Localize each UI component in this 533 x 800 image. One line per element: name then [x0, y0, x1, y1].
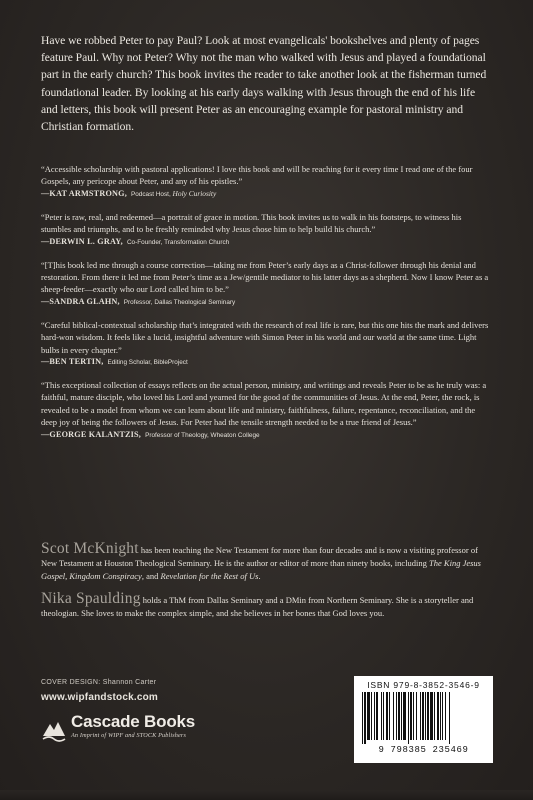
author-name: Scot McKnight — [41, 540, 139, 557]
intro-paragraph: Have we robbed Peter to pay Paul? Look at most evangelicals' bookshelves and plenty of pages feature Paul. Why not Peter? Why not the man who walked with Jesus and played a foundational part in the early church? This book invites the reader to take another look at the fisherman turned foundational leader. By looking at his early days walking with Jesus through the end of his life and letters, this book will present Peter as an encouraging example for pastoral ministry and Christian formation. — [41, 34, 487, 134]
endorsement-attribution — [41, 188, 493, 201]
endorser-role: Podcast Host, Holy Curiosity — [130, 188, 217, 198]
endorsement — [41, 163, 493, 201]
endorser-name: —DERWIN L. GRAY, — [41, 236, 123, 246]
endorsement-attribution — [41, 429, 493, 442]
author-name: Nika Spaulding — [41, 589, 141, 607]
endorser-name: —BEN TERTIN, — [41, 357, 104, 367]
isbn-label: ISBN 979-8-3852-3546-9 — [367, 680, 480, 690]
cover-design-credit: COVER DESIGN: Shannon Carter — [41, 679, 157, 686]
book-title: Kingdom Conspiracy — [69, 571, 142, 582]
endorser-role-italic: Holy Curiosity — [172, 188, 217, 198]
author-bio: Scot McKnight has been teaching the New Testament for more than four decades and is now a visiting professor of New Testament at Houston Theological Seminary. He is the author or editor of more than ninety books, including The King Jesus Gospel, Kingdom Conspiracy, and Revelation for the Rest of Us. — [41, 540, 481, 582]
endorsement — [41, 211, 493, 249]
publisher-logo — [41, 712, 195, 742]
endorser-name: —KAT ARMSTRONG, — [41, 188, 127, 198]
endorsement-attribution — [41, 296, 493, 309]
endorsement-text: “[T]his book led me through a course correction—taking me from Peter’s early days as a Christ-follower through his denial and restoration. From there it led me from Peter’s time as a Jew/gentile mediator to his latter days as a shepherd. Now I know Peter as a sheep-feeder—exactly who our Lord called him to be.” — [41, 259, 489, 295]
barcode-digits: 9 798385 235469 — [378, 745, 469, 755]
endorser-name: —GEORGE KALANTZIS, — [41, 429, 142, 439]
endorser-role: Professor of Theology, Wheaton College — [145, 431, 260, 439]
endorsement-attribution — [41, 236, 493, 249]
endorsement-text: “Accessible scholarship with pastoral applications! I love this book and will be reaching for it every time I read one of the four Gospels, any pericope about Peter, and any of his epistles.” — [41, 164, 473, 187]
endorsement-attribution — [41, 356, 493, 369]
endorsement-text: “Careful biblical-contextual scholarship that’s integrated with the research of real life is rare, but this one hits the mark and delivers hard-won wisdom. It feels like a lucid, insightful adventure with Simon Peter in his world and our world at the same time. Light bulbs in every chapter.” — [41, 319, 489, 355]
cascade-logo-icon — [41, 714, 67, 742]
endorser-role: Co-Founder, Transformation Church — [126, 238, 230, 246]
bottom-edge — [0, 790, 533, 800]
publisher-website: www.wipfandstock.com — [41, 692, 158, 703]
endorser-role: Professor, Dallas Theological Seminary — [123, 298, 236, 306]
publisher-name: Cascade Books — [71, 712, 196, 731]
endorsement — [41, 319, 493, 369]
publisher-imprint: An Imprint of WIPF and STOCK Publishers — [71, 732, 187, 739]
book-title: Revelation for the Rest of Us — [160, 571, 259, 582]
author-bio: Nika Spaulding holds a ThM from Dallas Seminary and a DMin from Northern Seminary. She is a storyteller and theologian. She loves to make the complex simple, and she believes in her bones that God loves you. — [41, 589, 474, 618]
endorsement-text: “This exceptional collection of essays reflects on the actual person, ministry, and writings and reveals Peter to be as he truly was: a faithful, mature disciple, who loved his Lord and yearned for the good of the communities of Jesus. At the end, Peter, the rock, is revealed to be a model from whom we can learn about life and ministry, faithfulness, failure, repentance, reconciliation, and the deep joy of being the followers of Jesus. For Peter had the tensile strength needed to be a true friend of Jesus.” — [41, 380, 487, 428]
endorsements — [41, 163, 493, 452]
endorsement — [41, 379, 493, 442]
endorsement — [41, 259, 493, 309]
endorser-name: —SANDRA GLAHN, — [41, 296, 120, 306]
endorser-role: Editing Scholar, BibleProject — [107, 359, 188, 367]
author-bios — [41, 542, 493, 628]
book-title: The King Jesus Gospel — [41, 558, 481, 582]
isbn-barcode — [354, 676, 493, 763]
endorsement-text: “Peter is raw, real, and redeemed—a portrait of grace in motion. This book invites us to walk in his footsteps, to witness his stumbles and triumphs, and to be freshly reminded why Jesus chose him to help build his church.” — [41, 211, 462, 235]
barcode-bars — [360, 692, 487, 744]
